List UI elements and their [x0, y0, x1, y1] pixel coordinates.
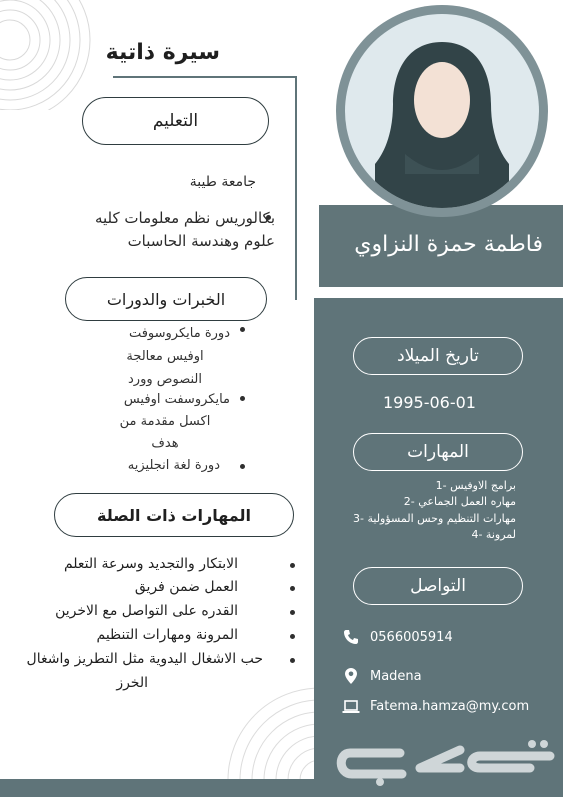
skill-bullet [290, 563, 295, 568]
contact-location: Madena [340, 667, 422, 685]
education-heading: التعليم [82, 97, 269, 145]
course-item: دورة لغة انجليزيه [127, 458, 220, 473]
avatar-hijab-icon [345, 14, 539, 208]
contact-email[interactable]: Fatema.hamza@my.com [340, 699, 529, 714]
skill-bullet [290, 586, 295, 591]
skill-item: لمرونة -4 [471, 528, 516, 541]
related-skill-item: العمل ضمن فريق [134, 579, 238, 595]
phone-icon [340, 629, 362, 645]
contact-phone[interactable]: 0566005914 [340, 629, 453, 645]
course-bullet [240, 464, 245, 469]
related-skill-item: القدره على التواصل مع الاخرين [55, 603, 238, 619]
contact-heading: التواصل [353, 567, 523, 605]
related-skill-item: المرونة ومهارات التنظيم [96, 627, 238, 643]
course-item: دورة مايكروسوفت اوفيس معالجة النصوص وورد [126, 326, 230, 387]
person-name: فاطمة حمزة النزاوي [354, 232, 543, 257]
skill-item: مهارات التنظيم وحس المسؤولية -3 [353, 512, 516, 525]
experience-heading: الخبرات والدورات [65, 277, 267, 321]
education-degree: بكالوريس نظم معلومات كليه علوم وهندسة الحاسبات [94, 209, 275, 250]
laptop-icon [340, 700, 362, 714]
skill-item: برامج الاوفيس -1 [435, 479, 516, 492]
course-bullet [240, 396, 245, 401]
related-skill-item-cont: الخرز [116, 675, 148, 691]
title-vertical-line [295, 76, 297, 300]
decorative-arcs-bottom [180, 680, 315, 780]
page-title: سيرة ذاتية [105, 40, 220, 65]
skill-bullet [290, 634, 295, 639]
skill-bullet [290, 658, 295, 663]
skill-item: مهاره العمل الجماعي -2 [403, 495, 516, 508]
related-skill-item: الابتكار والتجديد وسرعة التعلم [63, 556, 238, 572]
birthdate-value: 1995-06-01 [383, 393, 476, 412]
birthdate-heading: تاريخ الميلاد [353, 337, 523, 375]
decorative-arcs-top [0, 0, 100, 110]
title-underline [113, 76, 297, 78]
education-university: جامعة طيبة [189, 174, 256, 190]
skill-bullet [290, 610, 295, 615]
skills-heading: المهارات [353, 433, 523, 471]
watermark-logo [330, 738, 560, 788]
course-item: مايكروسفت اوفيس اكسل مقدمة من هدف [119, 392, 230, 451]
avatar [345, 14, 539, 208]
course-bullet [240, 327, 245, 332]
related-skill-item: حب الاشغال اليدوية مثل التطريز واشغال [26, 651, 263, 667]
related-skills-heading: المهارات ذات الصلة [54, 493, 294, 537]
location-icon [340, 667, 362, 685]
